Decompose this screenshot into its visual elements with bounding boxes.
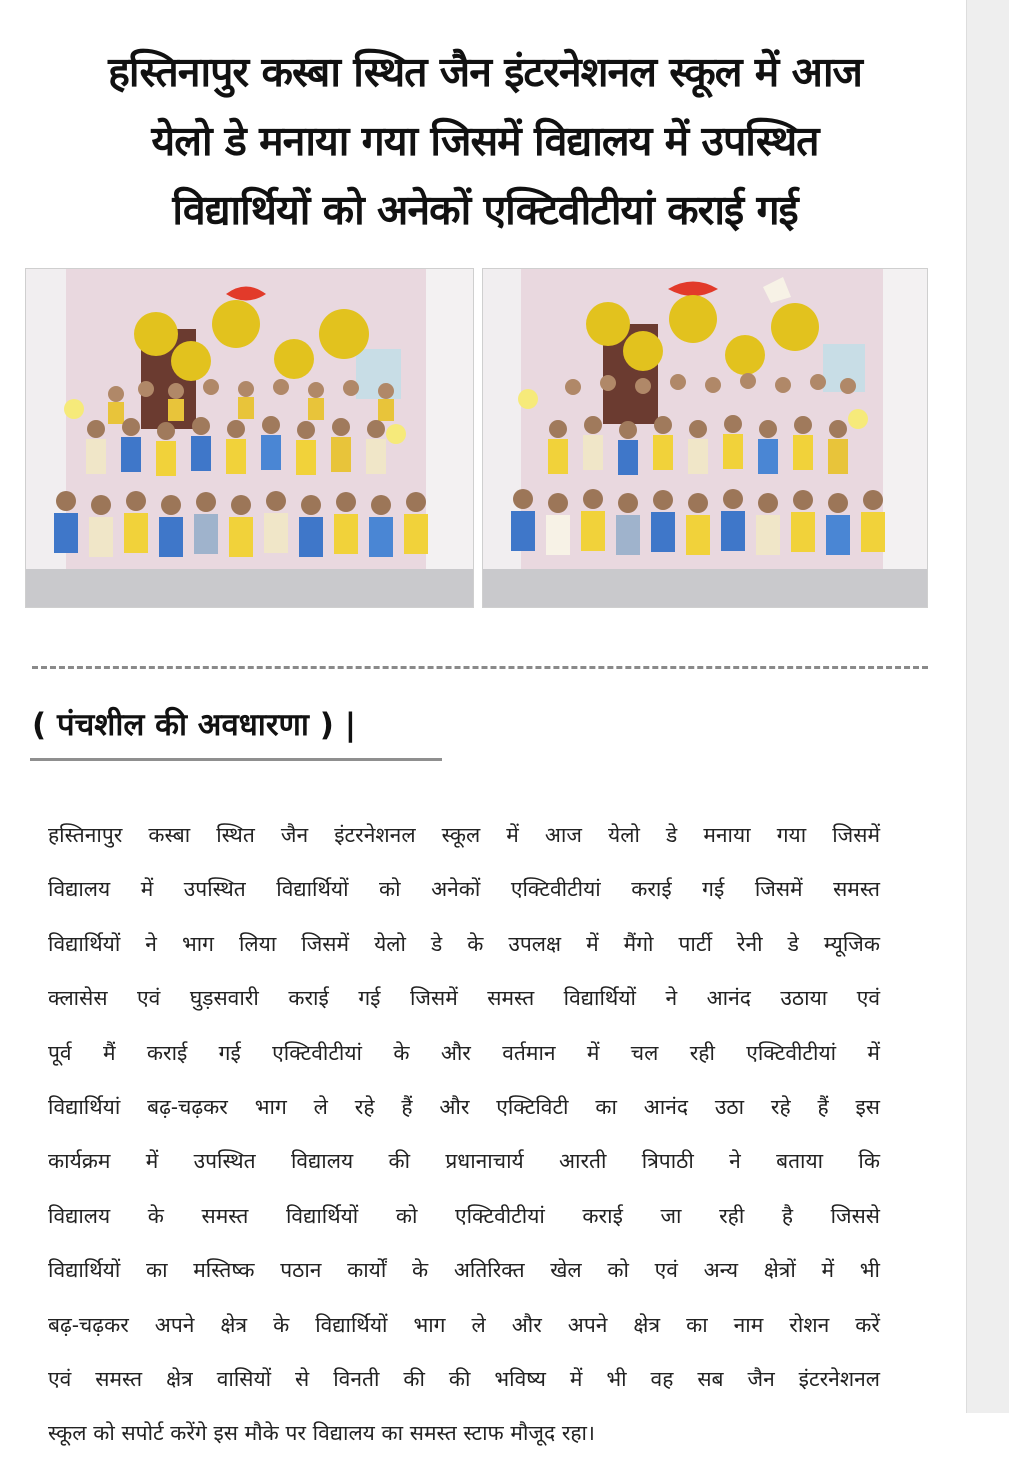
group-photo-right <box>482 268 928 608</box>
page-edge-rail <box>966 0 1009 1413</box>
heading-underline <box>30 758 442 761</box>
body-line-11: एवं समस्त क्षेत्र वासियों से विनती की की भविष्य में भी वह सब जैन इंटरनेशनल <box>48 1366 880 1391</box>
body-line-10: बढ़-चढ़कर अपने क्षेत्र के विद्यार्थियों भाग ले और अपने क्षेत्र का नाम रोशन करें <box>48 1312 880 1337</box>
article-body <box>48 808 880 1461</box>
body-line-12: स्कूल को सपोर्ट करेंगे इस मौके पर विद्यालय का समस्त स्टाफ मौजूद रहा। <box>48 1421 595 1446</box>
headline-line-3: विद्यार्थियों को अनेकों एक्टिवीटीयां कराई गई <box>172 186 798 234</box>
body-line-4: क्लासेस एवं घुड़सवारी कराई गई जिसमें समस्त विद्यार्थियों ने आनंद उठाया एवं <box>48 986 880 1011</box>
body-line-7: कार्यक्रम में उपस्थित विद्यालय की प्रधानाचार्य आरती त्रिपाठी ने बताया कि <box>48 1149 880 1174</box>
group-photo-left <box>25 268 474 608</box>
section-heading: ( पंचशील की अवधारणा ) | <box>32 707 357 743</box>
section-divider <box>32 666 928 669</box>
body-line-3: विद्यार्थियों ने भाग लिया जिसमें येलो डे के उपलक्ष में मैंगो पार्टी रेनी डे म्यूजिक <box>48 931 880 956</box>
body-line-2: विद्यालय में उपस्थित विद्यार्थियों को अनेकों एक्टिवीटीयां कराई गई जिसमें समस्त <box>48 877 880 902</box>
body-line-1: हस्तिनापुर कस्बा स्थित जैन इंटरनेशनल स्कूल में आज येलो डे मनाया गया जिसमें <box>48 823 880 847</box>
body-line-5: पूर्व मैं कराई गई एक्टिवीटीयां के और वर्तमान में चल रही एक्टिवीटीयां में <box>48 1040 880 1065</box>
body-line-8: विद्यालय के समस्त विद्यार्थियों को एक्टिवीटीयां कराई जा रही है जिससे <box>48 1203 880 1228</box>
group-photo-left-image <box>26 269 473 607</box>
body-line-6: विद्यार्थियां बढ़-चढ़कर भाग ले रहे हैं और एक्टिविटी का आनंद उठा रहे हैं इस <box>48 1094 880 1119</box>
group-photo-right-image <box>483 269 927 607</box>
body-line-9: विद्यार्थियों का मस्तिष्क पठान कार्यों के अतिरिक्त खेल को एवं अन्य क्षेत्रों में भी <box>48 1258 880 1283</box>
headline-line-1: हस्तिनापुर कस्बा स्थित जैन इंटरनेशनल स्कूल में आज <box>108 48 862 96</box>
headline-line-2: येलो डे मनाया गया जिसमें विद्यालय में उपस्थित <box>151 117 819 165</box>
headline <box>40 38 930 245</box>
